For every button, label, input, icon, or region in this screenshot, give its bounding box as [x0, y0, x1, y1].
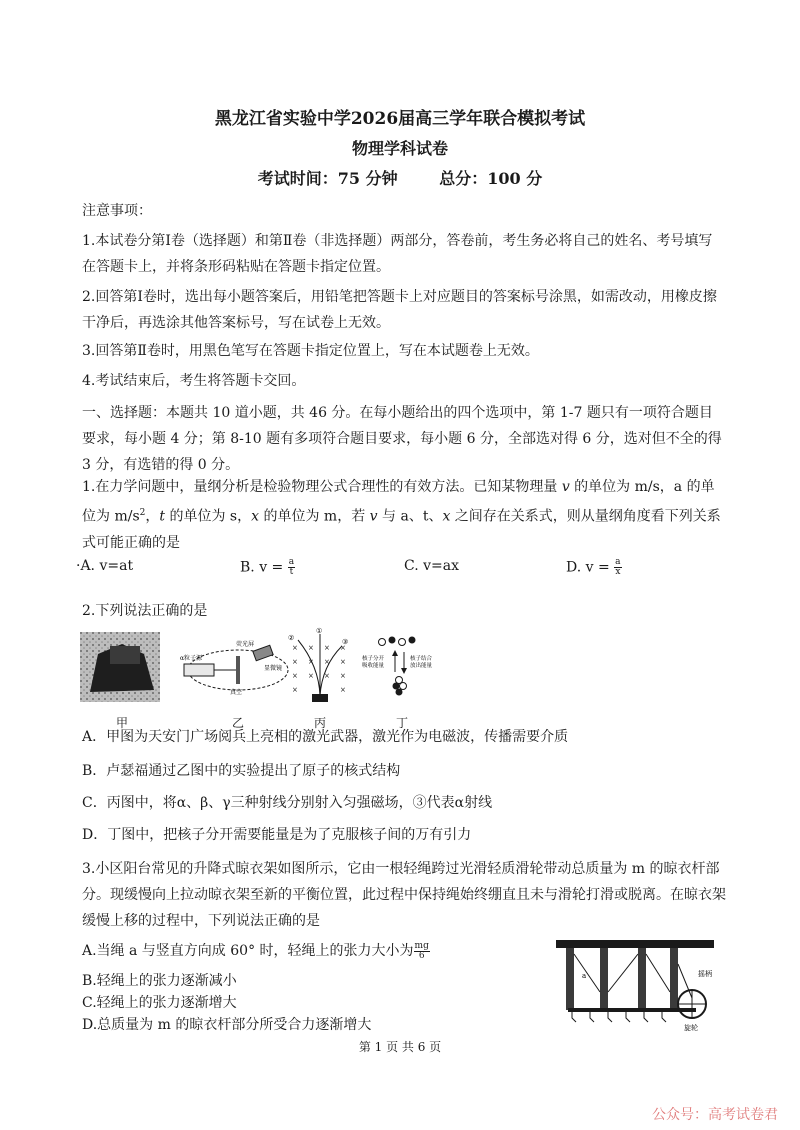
figure-jia-photo: [80, 632, 160, 702]
q1-stem-f: 与 a、t、: [377, 508, 443, 525]
q3-option-a-prefix: A.当绳 a 与竖直方向成 60° 时，轻绳上的张力大小为: [82, 943, 414, 959]
figure-yi-rutherford: [180, 638, 292, 698]
q3-option-b: B.轻绳上的张力逐渐减小: [82, 973, 237, 989]
bing-label-3: ③: [342, 638, 349, 646]
exam-score: 总分：100 分: [439, 169, 543, 188]
bing-label-2: ②: [288, 634, 295, 642]
page-footer: 第 1 页 共 6 页: [358, 1040, 442, 1054]
svg-text:×: ×: [292, 686, 298, 694]
q1-square: 2: [139, 508, 146, 518]
q1-option-d-fraction: [614, 558, 621, 577]
q1-stem: [82, 474, 722, 556]
q2-option-c: C．丙图中，将α、β、γ三种射线分别射入匀强磁场，③代表α射线: [82, 795, 493, 811]
q1-var-x: x: [251, 508, 260, 525]
note-item-3: 3.回答第Ⅱ卷时，用黑色笔写在答题卡指定位置上，写在本试题卷上无效。: [82, 343, 539, 359]
svg-text:×: ×: [340, 644, 346, 652]
q1-option-b-fraction: [288, 558, 295, 577]
q1-option-c: C. v=ax: [404, 558, 459, 574]
svg-text:×: ×: [292, 672, 298, 680]
rack-label-wheel: 旋轮: [684, 1024, 698, 1032]
q1-option-a: ·A. v=at: [76, 558, 134, 574]
q1-stem-g: 之间存在关系式，则从量纲角度看下列关系式可能正确的是: [82, 508, 721, 551]
q3-option-d: D.总质量为 m 的晾衣杆部分所受合力逐渐增大: [82, 1017, 372, 1033]
figure-label-bing: 丙: [314, 716, 327, 730]
q3-stem: 3.小区阳台常见的升降式晾衣架如图所示，它由一根轻绳跨过光滑轻质滑轮带动总质量为 m 的晾衣杆部分。现缓慢向上拉动晾衣架至新的平衡位置，此过程中保持绳始终绷直且未与滑轮打滑或脱离。在晾衣架缓慢上移的过程中，下列说法正确的是: [82, 861, 726, 929]
q1-var-v: v: [561, 479, 570, 495]
q1-option-b-num: a: [288, 557, 295, 567]
q1-option-d-den: x: [615, 567, 621, 577]
svg-text:×: ×: [308, 644, 314, 652]
exam-title: 黑龙江省实验中学2026届高三学年联合模拟考试: [214, 109, 586, 129]
svg-text:×: ×: [324, 658, 330, 666]
ding-label-separate: 核子分开: [362, 656, 385, 662]
rack-label-a: a: [582, 972, 587, 980]
ding-label-absorb: 吸收能量: [362, 663, 385, 669]
q2-option-a: A．甲图为天安门广场阅兵上亮相的激光武器，激光作为电磁波，传播需要介质: [82, 729, 569, 745]
figure-ding-nucleons: [362, 634, 438, 700]
q1-option-d: [566, 558, 622, 577]
q1-option-b-den: t: [289, 567, 294, 577]
exam-time: 考试时间：75 分钟: [257, 169, 398, 188]
section1-intro: 一、选择题：本题共 10 道小题，共 46 分。在每小题给出的四个选项中，第 1-7 题只有一项符合题目要求，每小题 4 分；第 8-10 题有多项符合题目要求，每小题 6 分，全部选对得 6 分，选对但不全的得 3 分，有选错的得 0 分。: [82, 405, 722, 473]
ding-label-combine: 核子结合: [410, 656, 433, 662]
q1-stem-c: ，: [145, 508, 160, 525]
q3-option-a-num: mg: [414, 940, 429, 951]
yi-label-microscope: 显微镜: [264, 665, 283, 672]
q1-stem-b: 的单位为 m/s，a 的单位为 m/s: [82, 479, 715, 525]
svg-text:×: ×: [308, 672, 314, 680]
q1-option-d-prefix: D. v =: [566, 559, 615, 576]
q1-var-v2: v: [369, 508, 378, 525]
note-item-2: 2.回答第Ⅰ卷时，选出每小题答案后，用铅笔把答题卡上对应题目的答案标号涂黑，如需改动，用橡皮擦干净后，再选涂其他答案标号，写在试卷上无效。: [82, 289, 717, 331]
q1-var-t: t: [159, 508, 166, 525]
figure-label-yi: 乙: [232, 716, 245, 730]
q3-option-c: C.轻绳上的张力逐渐增大: [82, 995, 237, 1011]
exam-meta: [0, 166, 800, 189]
q1-option-d-num: a: [615, 557, 621, 567]
svg-text:×: ×: [340, 658, 346, 666]
svg-text:×: ×: [308, 658, 314, 666]
q1-option-b: [240, 558, 295, 577]
q1-stem-d: 的单位为 s，: [165, 508, 252, 525]
q1-stem-a: 1.在力学问题中，量纲分析是检验物理公式合理性的有效方法。已知某物理量: [82, 479, 562, 495]
q1-options: [76, 557, 722, 582]
rack-label-handle: 摇柄: [698, 970, 712, 978]
svg-text:×: ×: [324, 644, 330, 652]
svg-text:×: ×: [324, 672, 330, 680]
q3-option-a-fraction: [414, 942, 430, 961]
figure-bing-magnetic-field: [286, 626, 358, 706]
notes-heading: 注意事项：: [82, 203, 152, 219]
figure-clothes-rack: [552, 934, 724, 1034]
q1-var-x2: x: [442, 508, 451, 525]
yi-label-source: α粒子源: [180, 655, 203, 662]
exam-subtitle: 物理学科试卷: [351, 139, 448, 158]
bing-label-1: ①: [316, 627, 323, 635]
yi-label-screen: 荧光屏: [236, 641, 255, 648]
q2-stem: 2.下列说法正确的是: [82, 603, 208, 619]
note-item-4: 4.考试结束后，考生将答题卡交回。: [82, 373, 306, 389]
q1-option-b-prefix: B. v =: [240, 559, 288, 576]
svg-text:×: ×: [340, 672, 346, 680]
q2-option-d: D．丁图中，把核子分开需要能量是为了克服核子间的万有引力: [82, 827, 472, 843]
figure-label-jia: 甲: [116, 716, 129, 730]
note-item-1: 1.本试卷分第Ⅰ卷（选择题）和第Ⅱ卷（非选择题）两部分，答卷前，考生务必将自己的姓名、考号填写在答题卡上，并将条形码粘贴在答题卡指定位置。: [82, 233, 713, 275]
q3-option-a: [82, 940, 542, 962]
yi-label-vacuum: 真空: [230, 689, 243, 696]
ding-label-release: 放出能量: [410, 663, 433, 669]
watermark: 公众号：高考试卷君: [652, 1107, 778, 1123]
svg-text:×: ×: [340, 686, 346, 694]
figure-label-ding: 丁: [396, 716, 409, 730]
q2-figures: [80, 627, 480, 735]
q3-option-a-den: 6: [418, 950, 425, 961]
svg-text:×: ×: [292, 644, 298, 652]
q1-stem-e: 的单位为 m，若: [259, 508, 370, 525]
svg-text:×: ×: [292, 658, 298, 666]
q2-option-b: B．卢瑟福通过乙图中的实验提出了原子的核式结构: [82, 763, 401, 779]
